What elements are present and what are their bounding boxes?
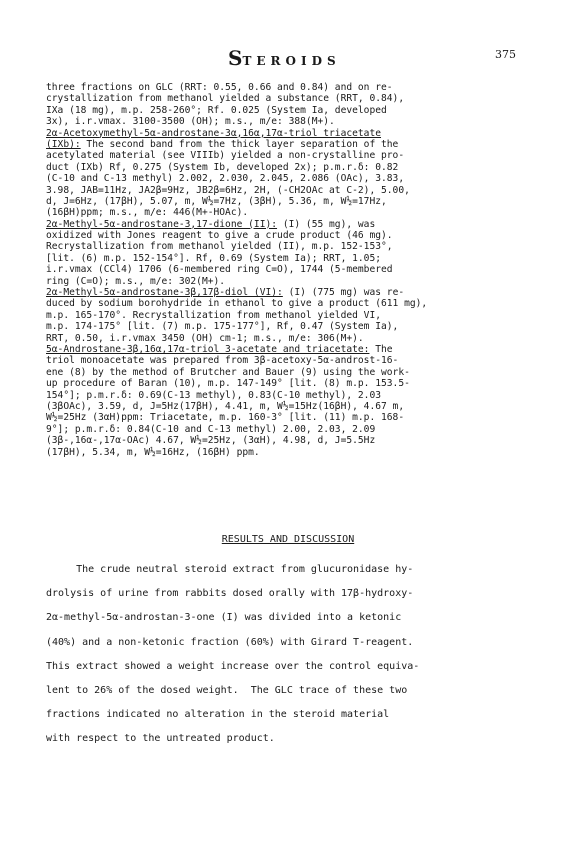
text-line: m.p. 165-170°. Recrystallization from methanol yielded VI, [46,309,382,321]
text-line: duct (IXb) Rf, 0.275 (System Ib, developed 2x); p.m.r.δ: 0.82 [46,161,399,173]
text-line: 3.98, JAB=11Hz, JA2β=9Hz, JB2β=6Hz, 2H, (-CH2OAc at C-2), 5.00, [46,184,410,196]
text-line: 2α-Acetoxymethyl-5α-androstane-3α,16α,17α-triol triacetate [46,127,382,139]
text-line: up procedure of Baran (10), m.p. 147-149° [lit. (8) m.p. 153.5- [46,378,410,390]
page-number: 375 [495,48,516,61]
text-line: 2α-methyl-5α-androstan-3-one (I) was divided into a ketonic [46,612,402,624]
text-line: with respect to the untreated product. [46,733,275,745]
text-line: (16βH)ppm; m.s., m/e: 446(M+-HOAc). [46,207,249,219]
text-line: (3β-,16α-,17α-OAc) 4.67, W½=25Hz, (3αH), 4.98, d, J=5.5Hz [46,435,376,447]
text-line [46,287,540,298]
text-line: triol monoacetate was prepared from 3β-acetoxy-5α-androst-16- [46,355,399,367]
text-line: acetylated material (see VIIIb) yielded a non-crystalline pro- [46,150,405,162]
line-remainder: (I) (775 mg) was re- [282,287,405,299]
text-line: (3βOAc), 3.59, d, J=5Hz(17βH), 4.41, m, W½=15Hz(16βH), 4.67 m, [46,400,405,412]
text-line: fractions indicated no alteration in the steroid material [46,709,390,721]
text-line [46,139,540,150]
journal-title [228,46,341,70]
running-header [0,36,576,70]
text-line: 154°]; p.m.r.δ: 0.69(C-13 methyl), 0.83(C-10 methyl), 2.03 [46,389,382,401]
text-line: drolysis of urine from rabbits dosed orally with 17β-hydroxy- [46,588,414,600]
text-line [46,344,540,355]
section-heading: RESULTS AND DISCUSSION [221,534,355,545]
experimental-section [46,82,540,458]
text-line: d, J=6Hz, (17βH), 5.07, m, W½=7Hz, (3βH), 5.36, m, W½=17Hz, [46,195,387,207]
text-line: This extract showed a weight increase over the control equiva- [46,660,420,672]
journal-name-rest: TEROIDS [242,54,341,68]
text-line [46,219,540,230]
text-line: 9°]; p.m.r.δ: 0.84(C-10 and C-13 methyl) 2.00, 2.03, 2.09 [46,423,376,435]
text-line: (17βH), 5.34, m, W½=16Hz, (16βH) ppm. [46,446,260,458]
compound-heading: 2α-Methyl-5α-androstane-3,17-dione (II): [46,218,278,230]
compound-heading: 5α-Androstane-3β,16α,17α-triol 3-acetate and triacetate: [46,343,370,355]
journal-initial: S [228,46,243,70]
text-line: crystallization from methanol yielded a substance (RRT, 0.84), [46,93,405,105]
text-line: i.r.vmax (CCl4) 1706 (6-membered ring C=O), 1744 (5-membered [46,264,393,276]
compound-heading: 2α-Methyl-5α-androstane-3β,17β-diol (VI): [46,287,283,299]
text-line: (40%) and a non-ketonic fraction (60%) with Girard T-reagent. [46,636,414,648]
text-line: ene (8) by the method of Brutcher and Bauer (9) using the work- [46,366,410,378]
text-line: lent to 26% of the dosed weight. The GLC trace of these two [46,684,408,696]
compound-heading: (IXb): [46,138,81,150]
text-line: RRT, 0.50, i.r.vmax 3450 (OH) cm-1; m.s., m/e: 306(M+). [46,332,364,344]
line-remainder: The second band from the thick layer separation of the [80,138,399,150]
text-line: three fractions on GLC (RRT: 0.55, 0.66 and 0.84) and on re- [46,82,393,93]
text-line: 3x), i.r.vmax. 3100-3500 (OH); m.s., m/e: 388(M+). [46,116,335,128]
text-line: [lit. (6) m.p. 152-154°]. Rf, 0.69 (System Ia); RRT, 1.05; [46,252,382,264]
text-line: IXa (18 mg), m.p. 258-260°; Rf. 0.025 (System Ia, developed [46,104,387,116]
text-line: m.p. 174-175° [lit. (7) m.p. 175-177°], Rf, 0.47 (System Ia), [46,321,399,333]
text-line: oxidized with Jones reagent to give a crude product (46 mg). [46,230,393,242]
line-remainder: (I) (55 mg), was [277,218,376,230]
text-line: Recrystallization from methanol yielded (II), m.p. 152-153°, [46,241,393,253]
text-line: The crude neutral steroid extract from glucuronidase hy- [46,564,414,575]
results-paragraph [46,558,540,752]
line-remainder: The [369,343,393,355]
text-line: W½=25Hz (3αH)ppm: Triacetate, m.p. 160-3° [lit. (11) m.p. 168- [46,412,405,424]
text-line: (C-10 and C-13 methyl) 2.002, 2.030, 2.045, 2.086 (OAc), 3.83, [46,173,405,185]
text-line: duced by sodium borohydride in ethanol to give a product (611 mg), [46,298,428,310]
text-line: ring (C=O); m.s., m/e: 302(M+). [46,275,226,287]
